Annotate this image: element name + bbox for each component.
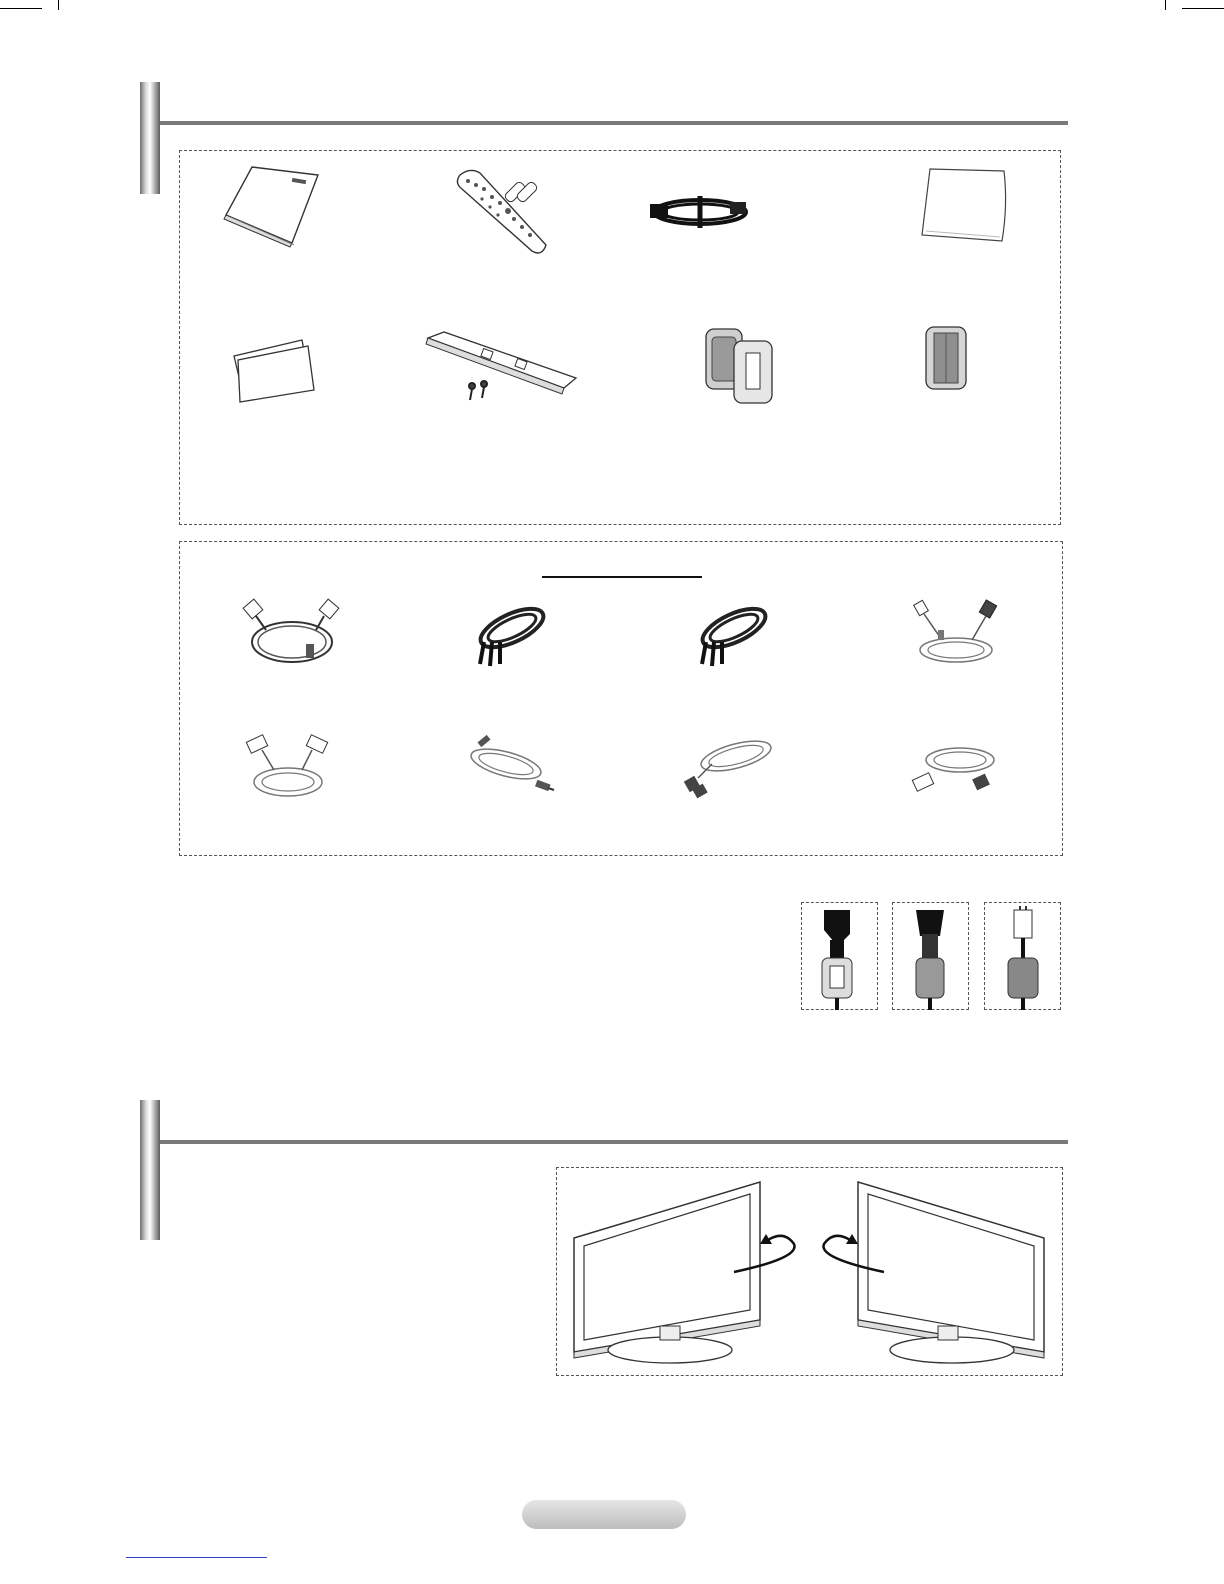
power-cord-icon <box>648 188 752 236</box>
section-marker-swivel-stand <box>140 1100 160 1240</box>
cleaning-cloth-icon <box>918 165 1010 245</box>
composite-av-cable-icon <box>694 602 774 668</box>
pc-vga-cable-icon <box>910 740 998 796</box>
ferrite-on-cable-icon <box>998 906 1048 1010</box>
section-marker-accessories <box>140 82 160 194</box>
footer-link-underline[interactable] <box>126 1557 267 1558</box>
optional-cables-box <box>179 541 1063 856</box>
stand-cover-and-screws-icon <box>424 330 580 406</box>
ferrite-on-plug-icon <box>906 906 956 1010</box>
user-manual-icon <box>222 165 322 245</box>
usb-cable-icon <box>914 600 998 668</box>
section-rule-accessories <box>160 121 1068 125</box>
crop-mark-top-right <box>1182 8 1224 9</box>
ferrite-core-icon <box>922 325 970 391</box>
section-rule-swivel-stand <box>160 1140 1068 1144</box>
tv-swivel-left-icon <box>570 1180 802 1364</box>
crop-mark-top-right-vertical <box>1165 0 1166 10</box>
antenna-cable-icon <box>242 600 342 666</box>
scart-cable-icon <box>246 734 330 800</box>
component-cable-icon <box>472 602 552 668</box>
hdmi-cable-icon <box>684 734 776 798</box>
optional-heading-underline <box>542 576 702 578</box>
remote-control-and-batteries-icon <box>452 165 552 255</box>
audio-cable-icon <box>464 736 556 798</box>
crop-mark-top-left <box>0 8 42 9</box>
ferrite-core-pair-icon <box>702 327 776 407</box>
crop-mark-top-left-vertical <box>58 0 59 10</box>
tv-swivel-right-icon <box>816 1180 1048 1364</box>
warranty-card-icon <box>232 338 316 404</box>
page-number-pill <box>522 1500 686 1529</box>
ferrite-on-power-cord-icon <box>814 906 864 1010</box>
